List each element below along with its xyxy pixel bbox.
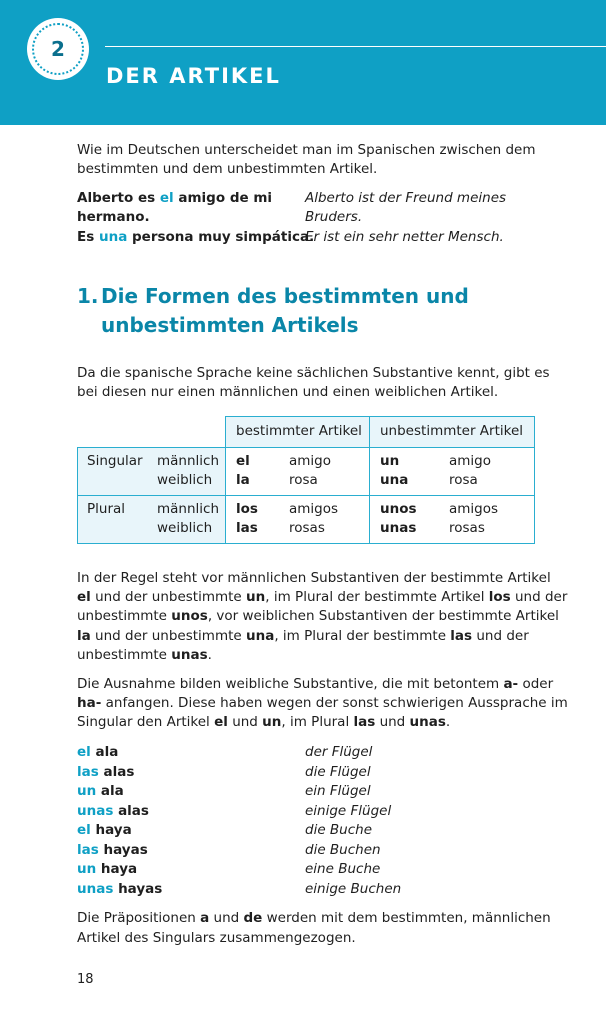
example-article: una xyxy=(98,229,128,245)
para3-line-3 xyxy=(77,713,450,733)
para-text: unbestimmte xyxy=(77,608,172,624)
word-translation: die Buchen xyxy=(305,842,381,858)
para-text: Die Präpositionen xyxy=(77,910,201,926)
word-list-item xyxy=(77,860,137,880)
word-article: unas xyxy=(77,803,114,819)
example-text: Es xyxy=(77,229,99,245)
example-1-german: Alberto ist der Freund meines xyxy=(305,190,507,206)
inline-article: unos xyxy=(171,608,208,624)
chapter-number: 2 xyxy=(51,37,65,61)
noun: amigos xyxy=(449,501,499,517)
inline-preposition: a xyxy=(200,910,210,926)
para2-line-5 xyxy=(77,646,212,666)
example-article: el xyxy=(159,190,174,206)
para-text: . xyxy=(207,647,212,663)
header-rule xyxy=(105,46,606,47)
para-text: . xyxy=(445,714,451,730)
para2-line-1: In der Regel steht vor männlichen Substantiven der bestimmte Artikel xyxy=(77,570,551,586)
noun: rosa xyxy=(289,472,318,488)
inline-article: el xyxy=(77,589,91,605)
section-title-line-2: unbestimmten Artikels xyxy=(101,313,359,337)
word-list-item xyxy=(77,782,124,802)
row-number-label: Plural xyxy=(87,501,126,517)
para3-line-2 xyxy=(77,694,568,714)
word-noun: ala xyxy=(90,744,119,760)
word-list-item xyxy=(77,763,134,783)
indefinite-article: unos xyxy=(380,501,417,517)
para3-line-1 xyxy=(77,675,553,695)
para-text: unbestimmte xyxy=(77,647,172,663)
noun: amigos xyxy=(289,501,339,517)
inline-article: los xyxy=(488,589,511,605)
word-list-item xyxy=(77,743,118,763)
para-text: Singular den Artikel xyxy=(77,714,215,730)
word-noun: hayas xyxy=(98,842,148,858)
gender-label: männlich xyxy=(157,453,220,469)
word-list-item xyxy=(77,880,162,900)
word-list-item xyxy=(77,841,148,861)
article-table xyxy=(77,416,535,544)
word-article: el xyxy=(77,822,91,838)
para2-line-4 xyxy=(77,627,529,647)
table-header: unbestimmter Artikel xyxy=(380,423,524,439)
word-noun: alas xyxy=(113,803,149,819)
word-article: un xyxy=(77,783,97,799)
para1-line-2: bei diesen nur einen männlichen und einen weiblichen Artikel. xyxy=(77,384,499,400)
example-text: amigo de mi xyxy=(173,190,273,206)
section-title-line-1: Die Formen des bestimmten und xyxy=(101,284,469,308)
gender-label: weiblich xyxy=(157,520,213,536)
inline-article: las xyxy=(353,714,376,730)
inline-article: un xyxy=(246,589,266,605)
word-article: un xyxy=(77,861,97,877)
example-1-spanish-cont: hermano. xyxy=(77,209,150,225)
noun: rosa xyxy=(449,472,478,488)
para-text: , im Plural der bestimmte xyxy=(274,628,451,644)
chapter-badge xyxy=(27,18,89,80)
inline-preposition: de xyxy=(243,910,263,926)
inline-article: las xyxy=(450,628,473,644)
para-text: und xyxy=(209,910,244,926)
para1-line-1: Da die spanische Sprache keine sächlichen Substantive kennt, gibt es xyxy=(77,365,550,381)
noun: rosas xyxy=(289,520,325,536)
word-translation: einige Buchen xyxy=(305,881,402,897)
noun: amigo xyxy=(289,453,332,469)
word-noun: ala xyxy=(96,783,124,799)
intro-line-1: Wie im Deutschen unterscheidet man im Spanischen zwischen dem xyxy=(77,142,536,158)
example-2-spanish xyxy=(77,228,314,248)
inline-article: una xyxy=(246,628,275,644)
word-translation: ein Flügel xyxy=(305,783,371,799)
para-text: werden mit dem bestimmten, männlichen xyxy=(262,910,551,926)
gender-label: weiblich xyxy=(157,472,213,488)
word-list-item xyxy=(77,802,149,822)
word-translation: die Buche xyxy=(305,822,373,838)
definite-article: las xyxy=(236,520,258,536)
inline-article: un xyxy=(262,714,282,730)
para-text: Die Ausnahme bilden weibliche Substantive, die mit betontem xyxy=(77,676,504,692)
para-text: , vor weiblichen Substantiven der bestimmte Artikel xyxy=(207,608,559,624)
table-header: bestimmter Artikel xyxy=(236,423,362,439)
para-text: , im Plural xyxy=(281,714,354,730)
para2-line-2 xyxy=(77,588,567,608)
para-text: anfangen. Diese haben wegen der sonst schwierigen Aussprache im xyxy=(101,695,568,711)
inline-article: el xyxy=(214,714,228,730)
inline-article: unas xyxy=(409,714,446,730)
intro-line-2: bestimmten und dem unbestimmten Artikel. xyxy=(77,161,378,177)
para4-line-1 xyxy=(77,909,551,929)
inline-prefix: a- xyxy=(503,676,519,692)
word-translation: eine Buche xyxy=(305,861,381,877)
para2-line-3 xyxy=(77,607,559,627)
chapter-header xyxy=(0,0,606,125)
indefinite-article: una xyxy=(380,472,409,488)
row-number-label: Singular xyxy=(87,453,143,469)
inline-prefix: ha- xyxy=(77,695,102,711)
para-text: und der xyxy=(510,589,568,605)
word-article: el xyxy=(77,744,91,760)
noun: amigo xyxy=(449,453,492,469)
definite-article: los xyxy=(236,501,258,517)
example-1-german-cont: Bruders. xyxy=(305,209,363,225)
word-translation: einige Flügel xyxy=(305,803,392,819)
indefinite-article: unas xyxy=(380,520,417,536)
para-text: und xyxy=(375,714,410,730)
para4-line-2: Artikel des Singulars zusammengezogen. xyxy=(77,930,356,946)
section-number: 1. xyxy=(77,284,99,308)
example-text: Alberto es xyxy=(77,190,160,206)
indefinite-article: un xyxy=(380,453,400,469)
word-translation: der Flügel xyxy=(305,744,373,760)
para-text: und xyxy=(227,714,263,730)
definite-article: el xyxy=(236,453,250,469)
para-text: und der unbestimmte xyxy=(90,589,247,605)
para-text: oder xyxy=(518,676,554,692)
example-2-german: Er ist ein sehr netter Mensch. xyxy=(305,229,504,245)
word-noun: haya xyxy=(90,822,132,838)
inline-article: la xyxy=(77,628,91,644)
example-text: persona muy simpática. xyxy=(127,229,315,245)
para-text: und der xyxy=(472,628,529,644)
word-noun: alas xyxy=(98,764,135,780)
word-list-item xyxy=(77,821,132,841)
page-number: 18 xyxy=(77,972,94,987)
chapter-title: DER ARTIKEL xyxy=(106,64,281,88)
definite-article: la xyxy=(236,472,250,488)
word-article: las xyxy=(77,842,99,858)
gender-label: männlich xyxy=(157,501,220,517)
word-article: unas xyxy=(77,881,114,897)
word-noun: hayas xyxy=(113,881,163,897)
para-text: , im Plural der bestimmte Artikel xyxy=(265,589,489,605)
word-noun: haya xyxy=(96,861,138,877)
para-text: und der unbestimmte xyxy=(90,628,246,644)
noun: rosas xyxy=(449,520,485,536)
example-1-spanish xyxy=(77,189,272,209)
word-translation: die Flügel xyxy=(305,764,371,780)
inline-article: unas xyxy=(171,647,208,663)
word-article: las xyxy=(77,764,99,780)
